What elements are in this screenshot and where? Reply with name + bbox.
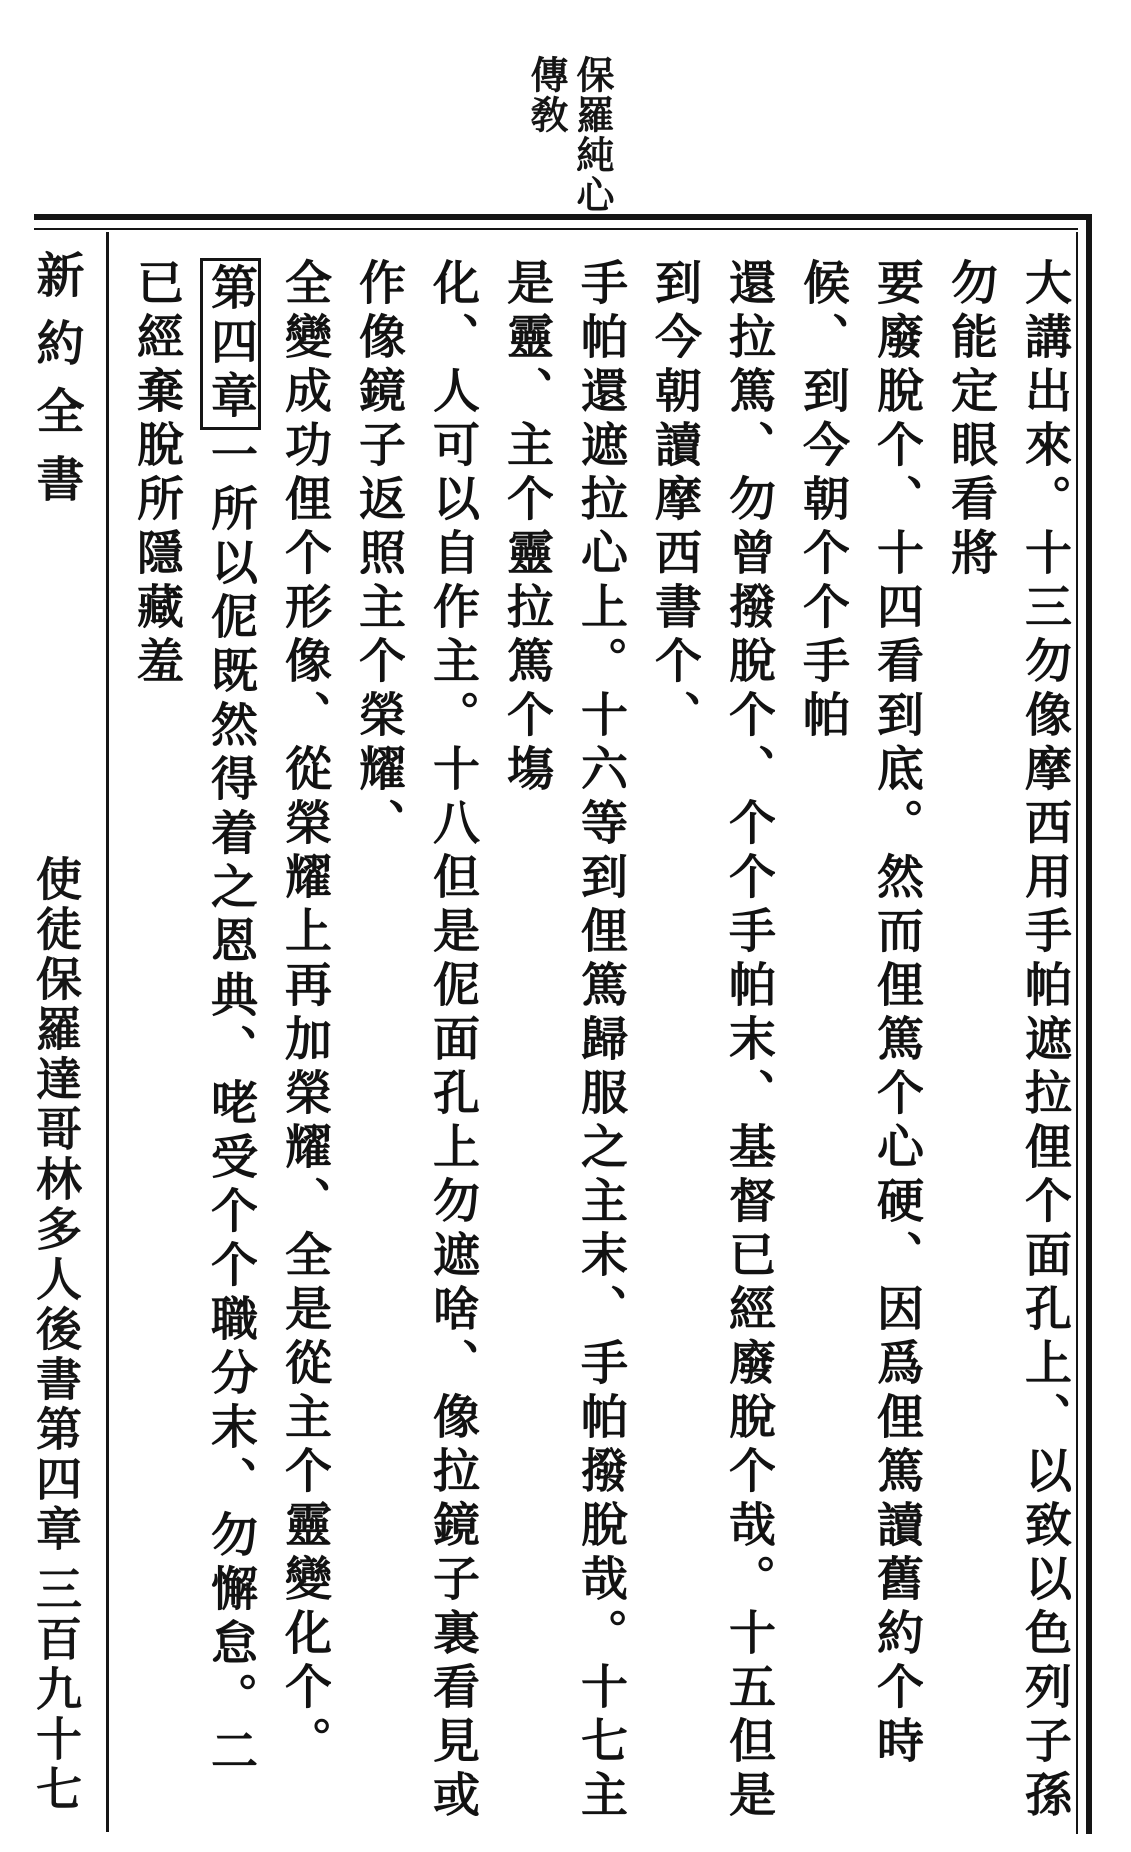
frame-inner-top-rule <box>34 228 1078 230</box>
margin-separator-rule <box>106 232 109 1832</box>
text-column: 還拉篤、勿曾撥脫个、个个手帕末、基督已經廢脫个哉。十五但是到今朝讀摩西書个、 <box>647 258 776 1824</box>
book-title: 新約全書 <box>28 250 84 522</box>
running-head: 使徒保羅達哥林多人後書第四章 <box>29 855 83 1555</box>
text-column: 大講出來。十三勿像摩西用手帕遮拉俚个面孔上、以致以色列子孫勿能定眼看將 <box>943 258 1072 1824</box>
page-number: 三百九十七 <box>29 1565 83 1815</box>
chapter-label: 第四章 <box>200 258 261 430</box>
text-column: 全變成功俚个形像、從榮耀上再加榮耀、全是從主个靈變化个。 <box>277 258 332 1770</box>
chapter-column-text: 一所以伲既然得着之恩典、咾受个个職分末、勿懈怠。二已經棄脫所隱藏羞 <box>129 258 258 1780</box>
left-margin <box>16 250 96 1830</box>
text-column: 要廢脫个、十四看到底。然而俚篤个心硬、因爲俚篤讀舊約个時候、到今朝个个手帕 <box>795 258 924 1770</box>
chapter-opening-column <box>121 258 267 1828</box>
header-line-2: 傳敎 <box>524 55 569 135</box>
body-text <box>121 258 1081 1828</box>
page-header <box>524 55 615 225</box>
text-column: 手帕還遮拉心上。十六等到俚篤歸服之主末、手帕撥脫哉。十七主是靈、主个靈拉篤个塲 <box>499 258 628 1824</box>
header-line-1: 保羅純心 <box>570 55 615 215</box>
text-column: 化、人可以自作主。十八但是伲面孔上勿遮啥、像拉鏡子裏看見或作像鏡子返照主个榮耀、 <box>351 258 480 1824</box>
